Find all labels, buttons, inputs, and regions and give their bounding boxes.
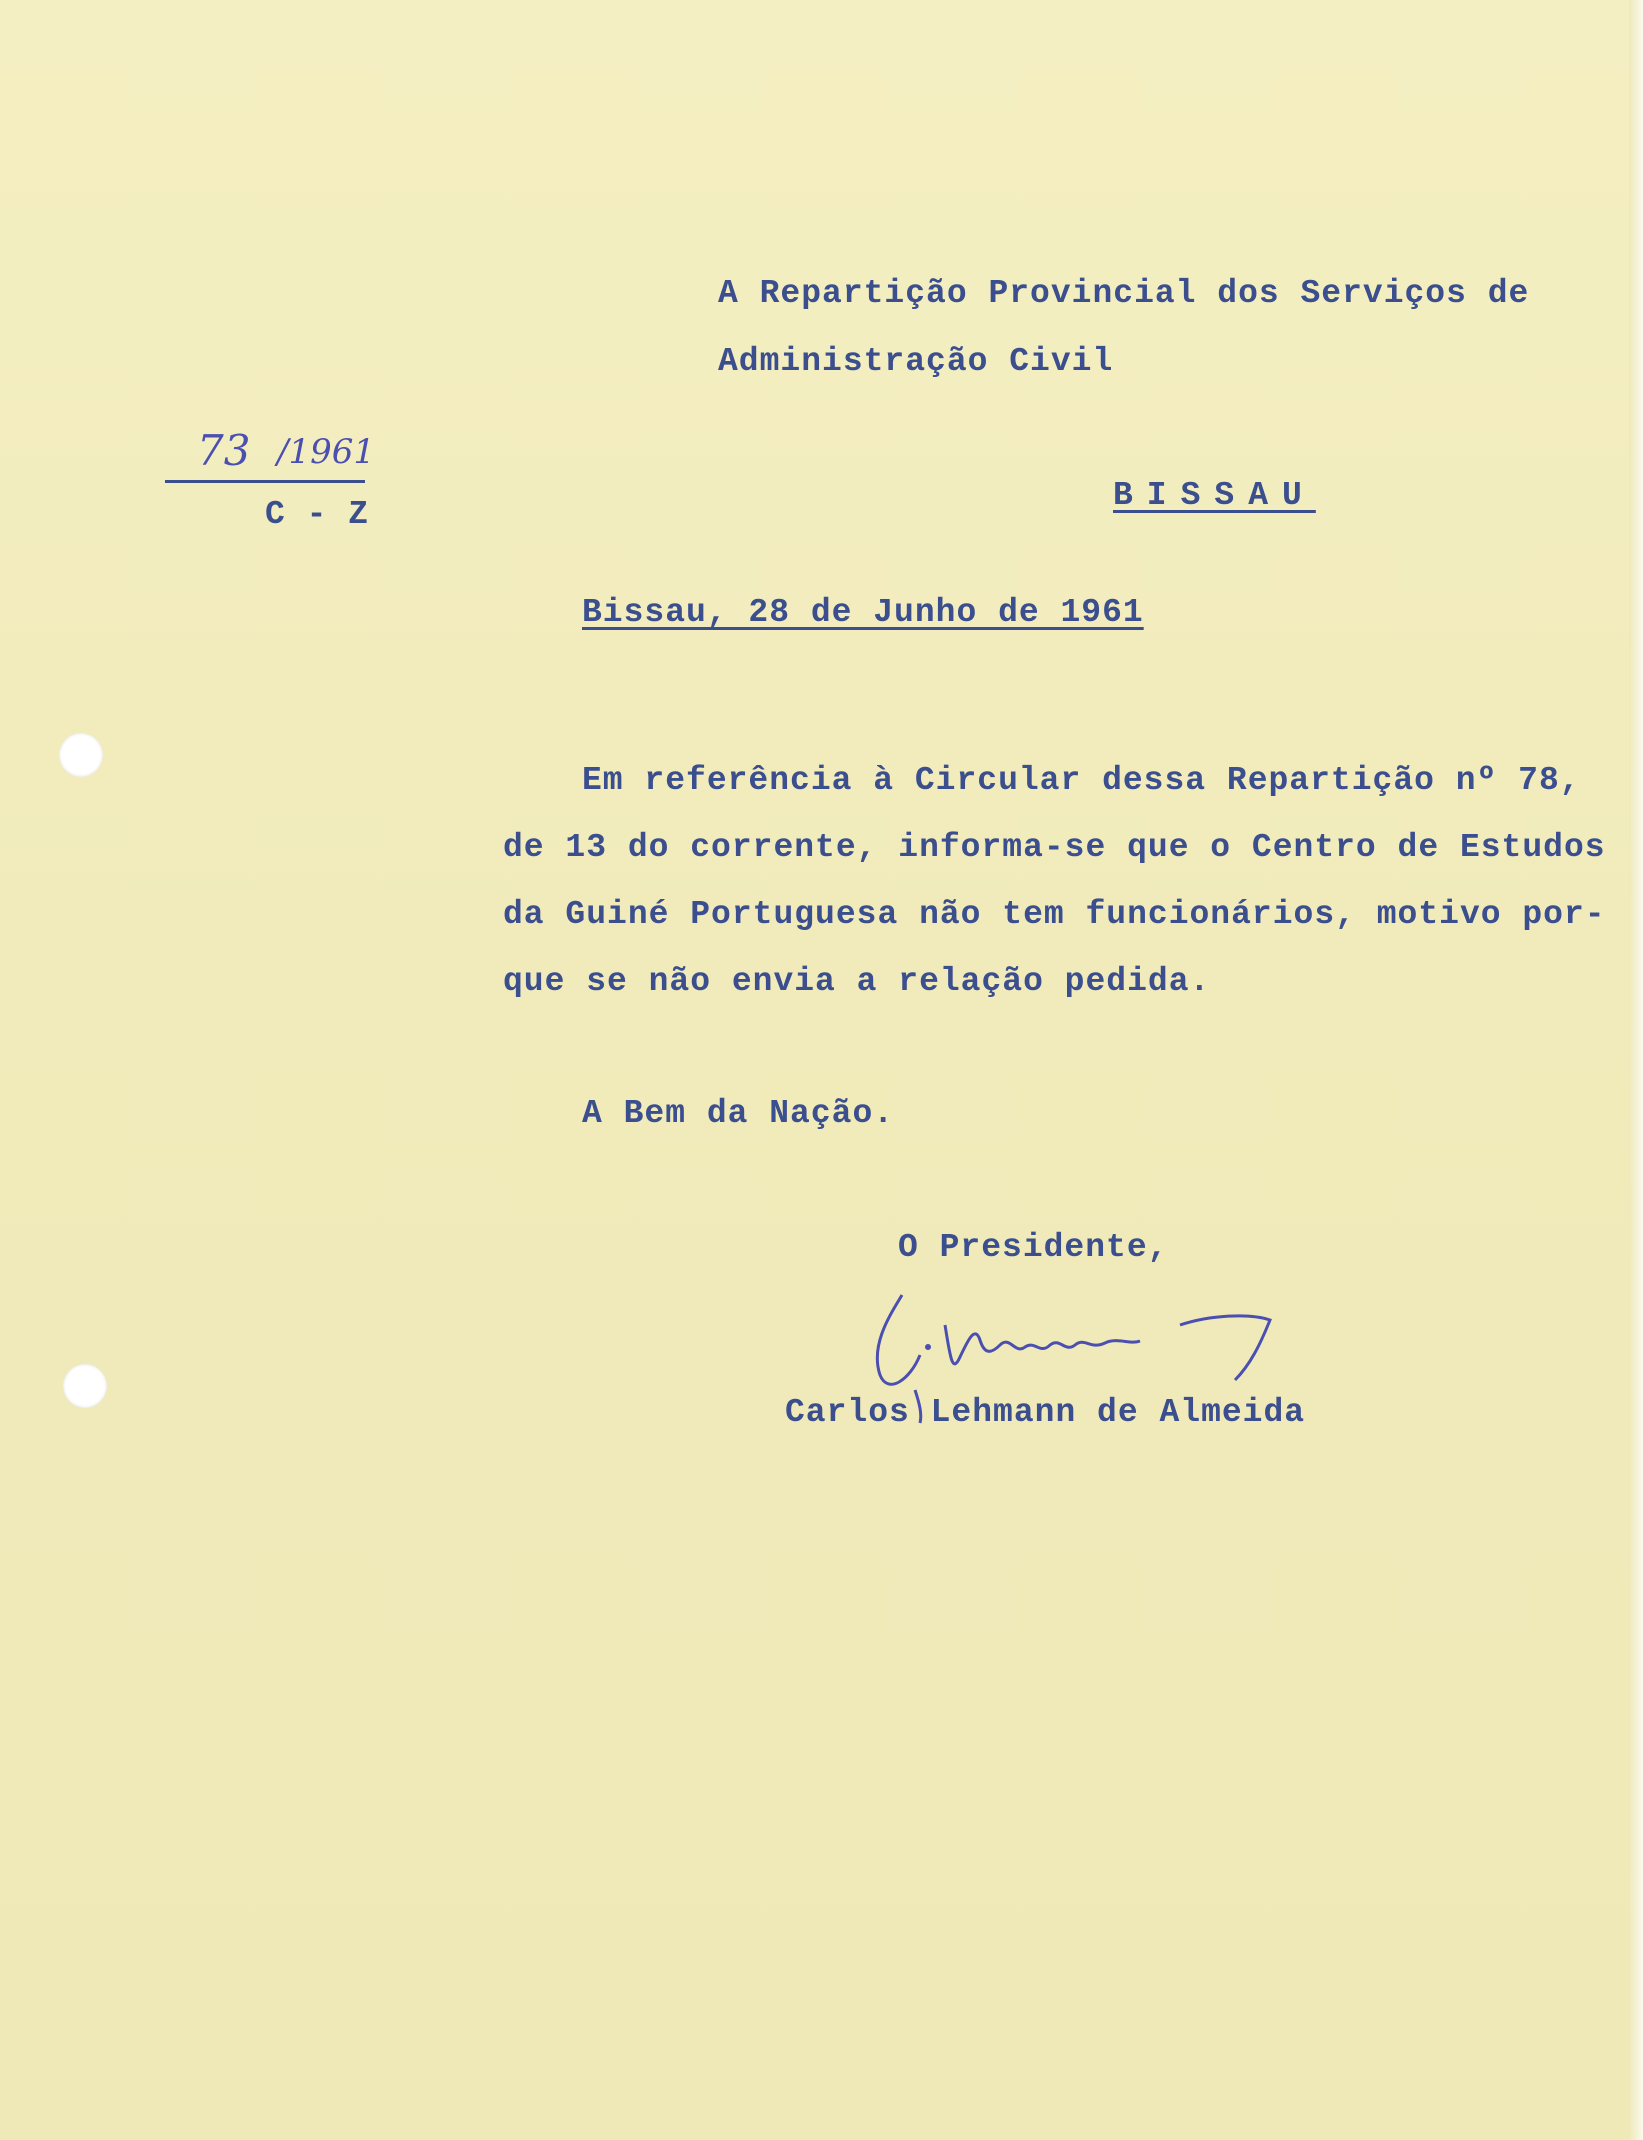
body-line-2: de 13 do corrente, informa-se que o Centro de Estudos	[503, 829, 1606, 866]
signatory-title: O Presidente,	[898, 1229, 1169, 1266]
reference-code: C - Z	[265, 496, 370, 533]
body-line-4: que se não envia a relação pedida.	[503, 963, 1211, 1000]
punch-hole	[59, 733, 103, 777]
addressee-line-1: A Repartição Provincial dos Serviços de	[718, 275, 1530, 312]
letter-date: Bissau, 28 de Junho de 1961	[582, 594, 1144, 631]
addressee-city: BISSAU	[1113, 477, 1316, 514]
paper-edge	[1629, 0, 1643, 2140]
punch-hole	[63, 1364, 107, 1408]
addressee-line-2: Administração Civil	[718, 343, 1114, 380]
reference-handwritten-number: 73	[197, 426, 251, 475]
body-line-1: Em referência à Circular dessa Repartição nº 78,	[582, 762, 1581, 799]
closing-salutation: A Bem da Nação.	[582, 1095, 895, 1132]
signatory-name: Carlos Lehmann de Almeida	[785, 1394, 1306, 1431]
body-line-3: da Guiné Portuguesa não tem funcionários, motivo por-	[503, 896, 1606, 933]
reference-year: /1961	[277, 432, 375, 472]
reference-number	[165, 426, 375, 483]
